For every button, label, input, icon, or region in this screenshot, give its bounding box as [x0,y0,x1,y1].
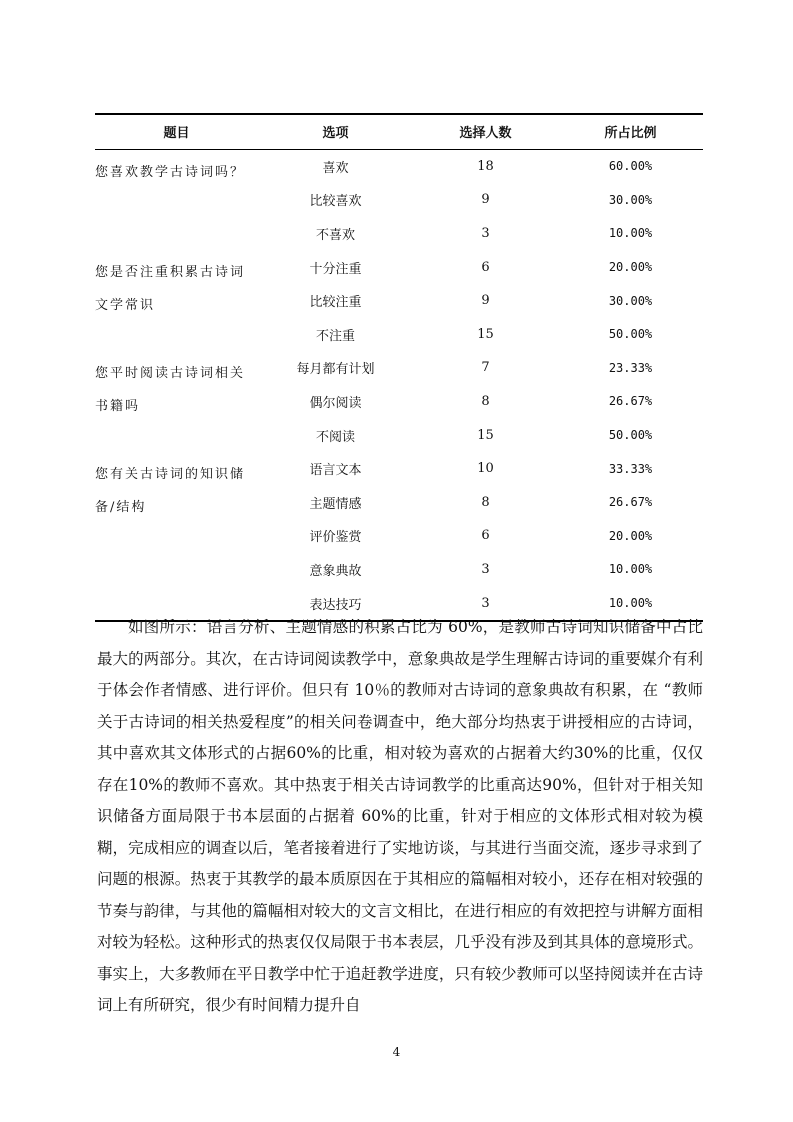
option-cell: 每月都有计划 [296,362,375,378]
percent-cell: 26.67% [608,394,653,409]
percent-cell: 10.00% [608,562,653,577]
percent-cell: 33.33% [608,461,653,476]
percent-cell: 10.00% [608,596,653,611]
count-cell: 3 [481,561,490,577]
count-cell: 8 [481,494,490,510]
header-question: 题目 [163,126,190,142]
option-cell: 不喜欢 [315,227,355,243]
survey-table-container [95,113,703,622]
body-paragraph: 如图所示：语言分析、主题情感的积累占比为 60%，是教师古诗词知识储备中占比最大的两部分。其次，在古诗词阅读教学中，意象典故是学生理解古诗词的重要媒介有利于体会作者情感、进行评价。但只有 10％的教师对古诗词的意象典故有积累，在 “教师关于古诗词的相关热爱程度”的相关问卷调查中，绝大部分均热衷于讲授相应的古诗词，其中喜欢其文体形式的占据60%的比重，相对较为喜欢的占据着大约30%的比重，仅仅存在10%的教师不喜欢。其中热衷于相关古诗词教学的比重高达90%，但针对于相关知识储备方面局限于书本层面的占据着 60%的比重，针对于相应的文体形式相对较为模糊，完成相应的调查以后，笔者接着进行了实地访谈，与其进行当面交流，逐步寻求到了问题的根源。热衷于其教学的最本质原因在于其相应的篇幅相对较小，还存在相对较强的节奏与韵律，与其他的篇幅相对较大的文言文相比，在进行相应的有效把控与讲解方面相对较为轻松。这种形式的热衷仅仅局限于书本表层，几乎没有涉及到其具体的意境形式。事实上，大多教师在平日教学中忙于追赶教学进度，只有较少教师可以坚持阅读并在古诗词上有所研究，很少有时间精力提升自 [97,618,703,1014]
percent-cell: 20.00% [608,528,653,543]
option-cell: 比较喜欢 [309,194,362,210]
percent-cell: 10.00% [608,226,653,241]
table-row [95,452,703,486]
count-cell: 8 [481,393,490,409]
percent-cell: 30.00% [608,192,653,207]
table-row [95,351,703,385]
header-option: 选项 [322,126,349,142]
header-count: 选择人数 [459,126,512,142]
header-percent: 所占比例 [604,126,657,142]
option-cell: 语言文本 [309,463,362,479]
option-cell: 意象典故 [309,563,362,579]
question-cell: 您有关古诗词的知识储备/结构 [95,466,246,515]
table-row [95,149,703,183]
survey-table [95,113,703,622]
percent-cell: 26.67% [608,495,653,510]
percent-cell: 23.33% [608,360,653,375]
count-cell: 9 [481,293,490,309]
percent-cell: 20.00% [608,260,653,275]
table-body [95,149,703,621]
count-cell: 18 [477,158,494,174]
option-cell: 不阅读 [315,429,355,445]
percent-cell: 60.00% [608,159,653,174]
count-cell: 3 [481,225,490,241]
question-cell: 您平时阅读古诗词相关书籍吗 [95,366,246,415]
option-cell: 比较注重 [309,295,362,311]
count-cell: 6 [481,259,490,275]
table-header [95,114,703,149]
count-cell: 15 [477,427,494,443]
percent-cell: 50.00% [608,327,653,342]
page-number: 4 [392,1045,401,1059]
count-cell: 10 [477,461,494,477]
option-cell: 主题情感 [309,496,362,512]
count-cell: 6 [481,528,490,544]
table-row [95,250,703,284]
option-cell: 喜欢 [322,160,349,176]
option-cell: 偶尔阅读 [309,395,362,411]
question-cell: 您是否注重积累古诗词文学常识 [95,265,246,314]
count-cell: 9 [481,192,490,208]
option-cell: 评价鉴赏 [309,530,362,546]
option-cell: 不注重 [315,328,355,344]
percent-cell: 30.00% [608,293,653,308]
percent-cell: 50.00% [608,428,653,443]
option-cell: 表达技巧 [309,597,362,613]
count-cell: 15 [477,326,494,342]
count-cell: 7 [481,360,490,376]
question-cell: 您喜欢教学古诗词吗？ [95,164,246,180]
count-cell: 3 [481,595,490,611]
option-cell: 十分注重 [309,261,362,277]
